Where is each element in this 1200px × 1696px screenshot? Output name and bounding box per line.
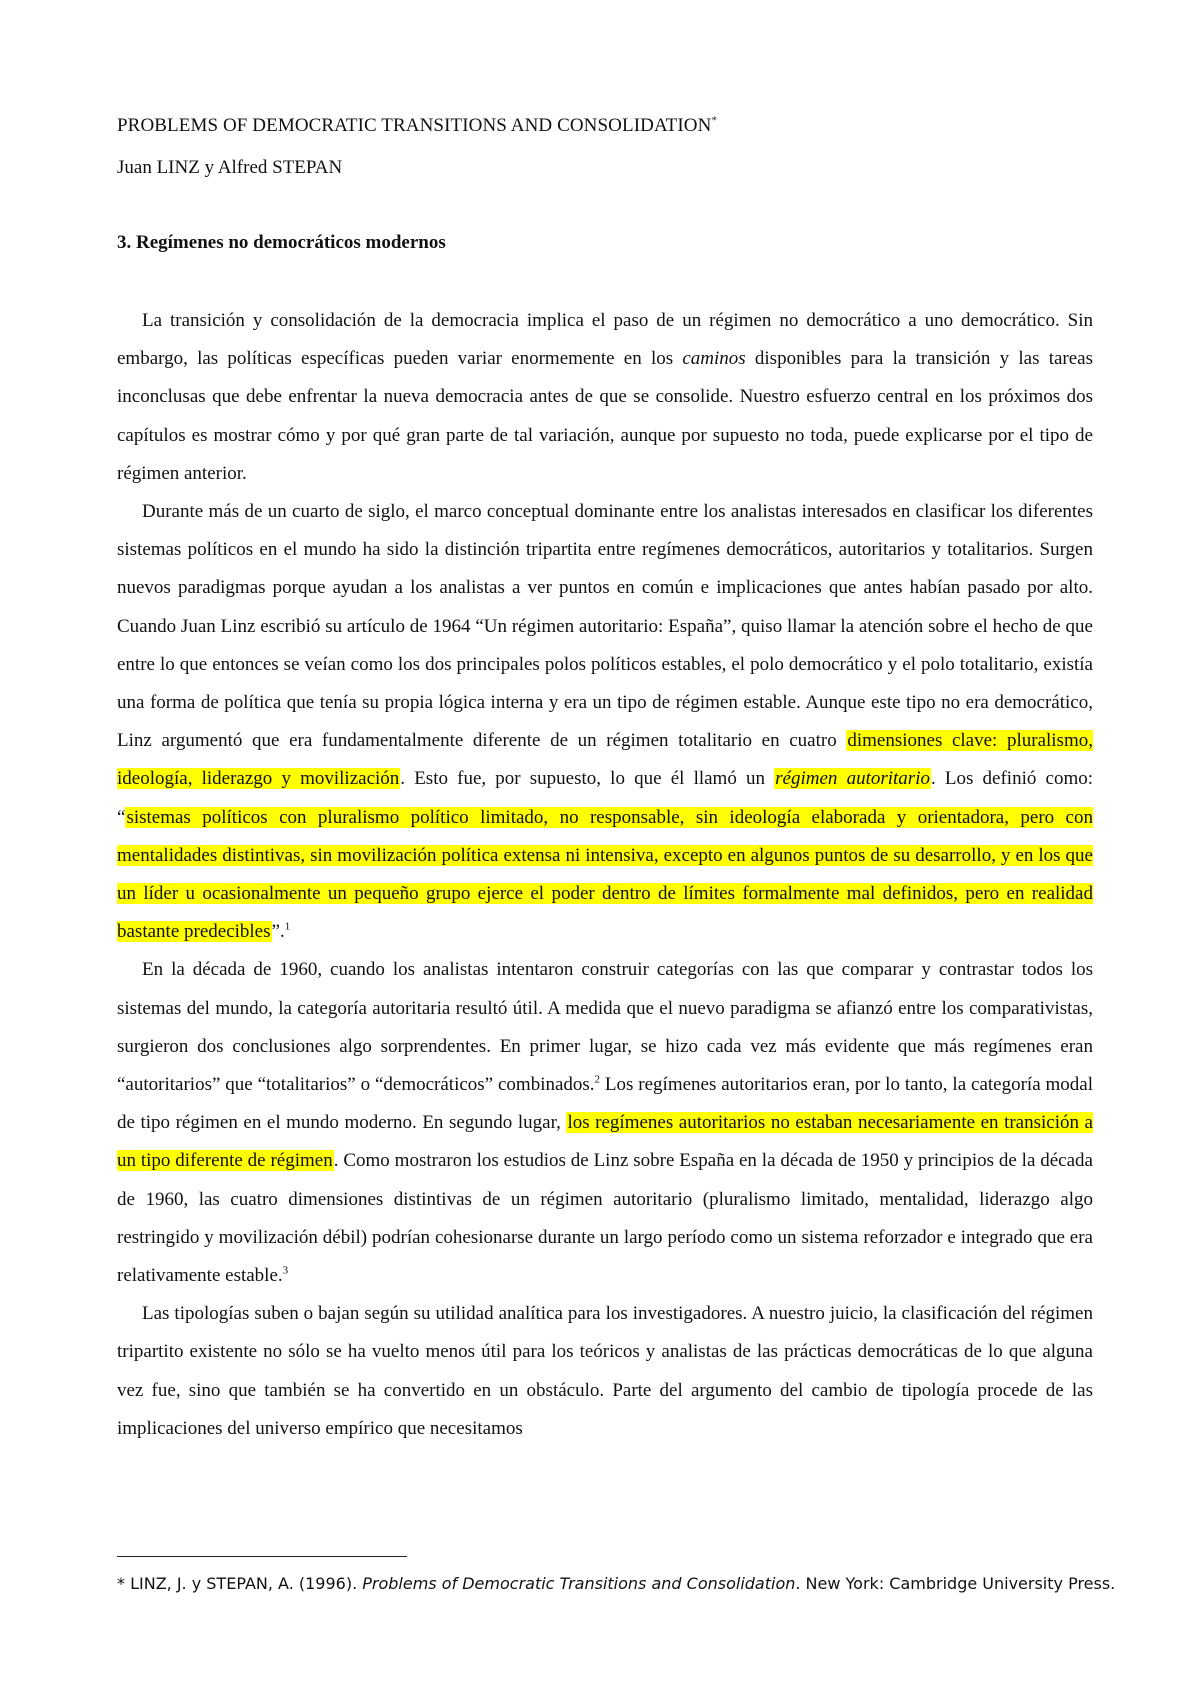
highlight-dimensions: dimensiones clave: pluralismo, ideología, liderazgo y movilización [117,730,1093,790]
p2-text-d: ”. [271,921,285,943]
footnote-divider [117,1556,407,1557]
p1-emphasis: caminos [682,348,746,370]
highlight-regimen-autoritario [774,768,931,789]
paragraph-1 [117,302,1093,493]
footnote-ref-1[interactable]: 1 [284,920,291,933]
p1-text-b: disponibles para la transición y las tareas inconclusas que debe enfrentar la nueva democracia antes de que se consolide. Nuestro esfuerzo central en los próximos dos capítulos es mostrar cómo y por qué gran parte de tal variación, aunque por supuesto no toda, puede explicarse por el tipo de régimen anterior. [117,348,1093,484]
p3-text-b: Los regímenes autoritarios eran, por lo tanto, la categoría modal de tipo régimen en el mundo moderno. En segundo lugar, [117,1074,1093,1134]
footnote-book-title: Problems of Democratic Transitions and Consolidation [362,1574,796,1593]
document-title [117,115,717,137]
document-body [117,302,1093,1448]
p1-text-a: La transición y consolidación de la democracia implica el paso de un régimen no democrático a uno democrático. Sin embargo, las políticas específicas pueden variar enormemente en los [117,310,1093,370]
section-heading: 3. Regímenes no democráticos modernos [117,232,446,253]
p3-text-c: . Como mostraron los estudios de Linz sobre España en la década de 1950 y principios de la década de 1960, las cuatro dimensiones distintivas de un régimen autoritario (pluralismo limitado, mentalidad, liderazgo algo restringido y movilización débil) podrían cohesionarse durante un largo período como un sistema reforzador e integrado que era relativamente estable. [117,1150,1093,1287]
authors: Juan LINZ y Alfred STEPAN [117,157,343,178]
title-footnote-marker: * [711,114,718,127]
p2-text-b: . Esto fue, por supuesto, lo que él llamó un [400,768,775,790]
p2-text-a: Durante más de un cuarto de siglo, el marco conceptual dominante entre los analistas interesados en clasificar los diferentes sistemas políticos en el mundo ha sido la distinción tripartita entre regímenes democráticos, autoritarios y totalitarios. Surgen nuevos paradigmas porque ayudan a los analistas a ver puntos en común e implicaciones que antes habían pasado por alto. Cuando Juan Linz escribió su artículo de 1964 “Un régimen autoritario: España”, quiso llamar la atención sobre el hecho de que entre lo que entonces se veían como los dos principales polos políticos estables, el polo democrático y el polo totalitario, existía una forma de política que tenía su propia lógica interna y era un tipo de régimen estable. Aunque este tipo no era democrático, Linz argumentó que era fundamentalmente diferente de un régimen totalitario en cuatro [117,501,1093,752]
footnote-ref-2[interactable]: 2 [594,1073,601,1086]
footnote [117,1574,1115,1593]
footnote-ref-3[interactable]: 3 [282,1264,289,1277]
title-text: PROBLEMS OF DEMOCRATIC TRANSITIONS AND CONSOLIDATION [117,115,712,136]
p3-text-a: En la década de 1960, cuando los analistas intentaron construir categorías con las que comparar y contrastar todos los sistemas del mundo, la categoría autoritaria resultó útil. A medida que el nuevo paradigma se afianzó entre los comparativistas, surgieron dos conclusiones algo sorprendentes. En primer lugar, se hizo cada vez más evidente que más regímenes eran “autoritarios” que “totalitarios” o “democráticos” combinados. [117,959,1093,1096]
paragraph-2 [117,493,1093,951]
paragraph-4: Las tipologías suben o bajan según su utilidad analítica para los investigadores. A nuestro juicio, la clasificación del régimen tripartito existente no sólo se ha vuelto menos útil para los teóricos y analistas de las prácticas democráticas de lo que alguna vez fue, sino que también se ha convertido en un obstáculo. Parte del argumento del cambio de tipología procede de las implicaciones del universo empírico que necesitamos [117,1303,1093,1439]
footnote-authors: LINZ, J. y STEPAN, A. (1996). [130,1574,358,1593]
footnote-marker: * [117,1574,125,1593]
highlight-transition: los regímenes autoritarios no estaban necesariamente en transición a un tipo diferente de régimen [117,1112,1093,1172]
p2-emphasis: régimen autoritario [775,768,930,790]
footnote-publisher: . New York: Cambridge University Press. [795,1574,1116,1593]
paragraph-3 [117,951,1093,1295]
p2-text-c: . Los definió como: “ [117,768,1094,828]
highlight-definition: sistemas políticos con pluralismo político limitado, no responsable, sin ideología elaborada y orientadora, pero con mentalidades distintivas, sin movilización política extensa ni intensiva, excepto en algunos puntos de su desarrollo, y en los que un líder u ocasionalmente un pequeño grupo ejerce el poder dentro de límites formalmente mal definidos, pero en realidad bastante predecibles [117,806,1093,943]
